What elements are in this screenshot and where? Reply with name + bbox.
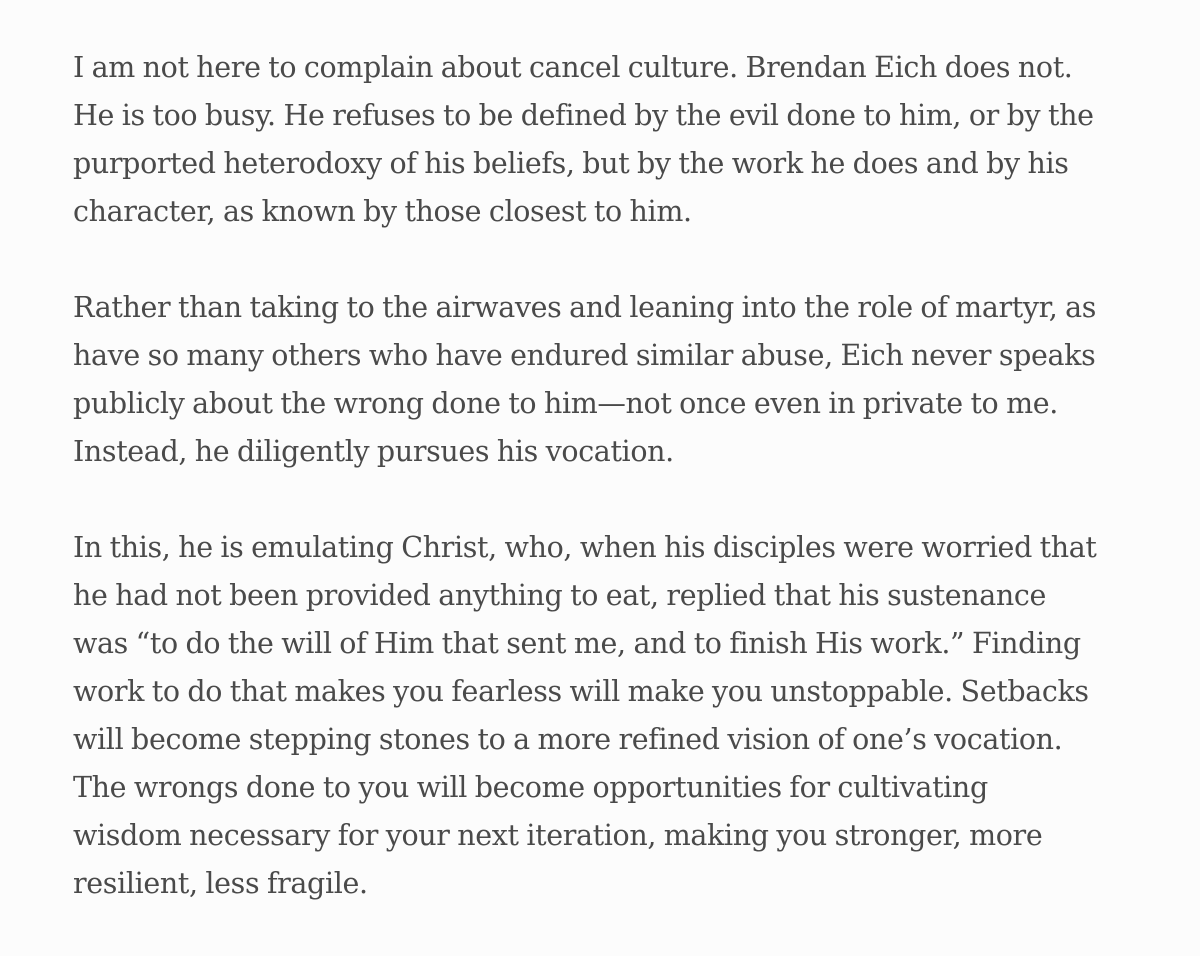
text-line: he had not been provided anything to eat, replied that his sustenance <box>73 579 1047 612</box>
paragraph-2 <box>73 284 1133 476</box>
text-line: Rather than taking to the airwaves and leaning into the role of martyr, as <box>73 291 1097 324</box>
text-line: have so many others who have endured similar abuse, Eich never speaks <box>73 339 1096 372</box>
paragraph-1 <box>73 44 1133 236</box>
text-line: He is too busy. He refuses to be defined by the evil done to him, or by the <box>73 99 1094 132</box>
text-line: work to do that makes you fearless will make you unstoppable. Setbacks <box>73 675 1089 708</box>
text-line: wisdom necessary for your next iteration, making you stronger, more <box>73 819 1043 852</box>
text-line: character, as known by those closest to him. <box>73 195 692 228</box>
text-line: publicly about the wrong done to him—not once even in private to me. <box>73 387 1058 420</box>
text-line: In this, he is emulating Christ, who, when his disciples were worried that <box>73 531 1097 564</box>
article-body <box>73 44 1133 956</box>
text-line: will become stepping stones to a more refined vision of one’s vocation. <box>73 723 1063 756</box>
text-line: Instead, he diligently pursues his vocation. <box>73 435 674 468</box>
text-line: The wrongs done to you will become opportunities for cultivating <box>73 771 988 804</box>
text-line: resilient, less fragile. <box>73 867 368 900</box>
paragraph-3 <box>73 524 1133 908</box>
text-line: was “to do the will of Him that sent me, and to finish His work.” Finding <box>73 627 1081 660</box>
text-line: purported heterodoxy of his beliefs, but by the work he does and by his <box>73 147 1069 180</box>
text-line: I am not here to complain about cancel culture. Brendan Eich does not. <box>73 51 1073 84</box>
